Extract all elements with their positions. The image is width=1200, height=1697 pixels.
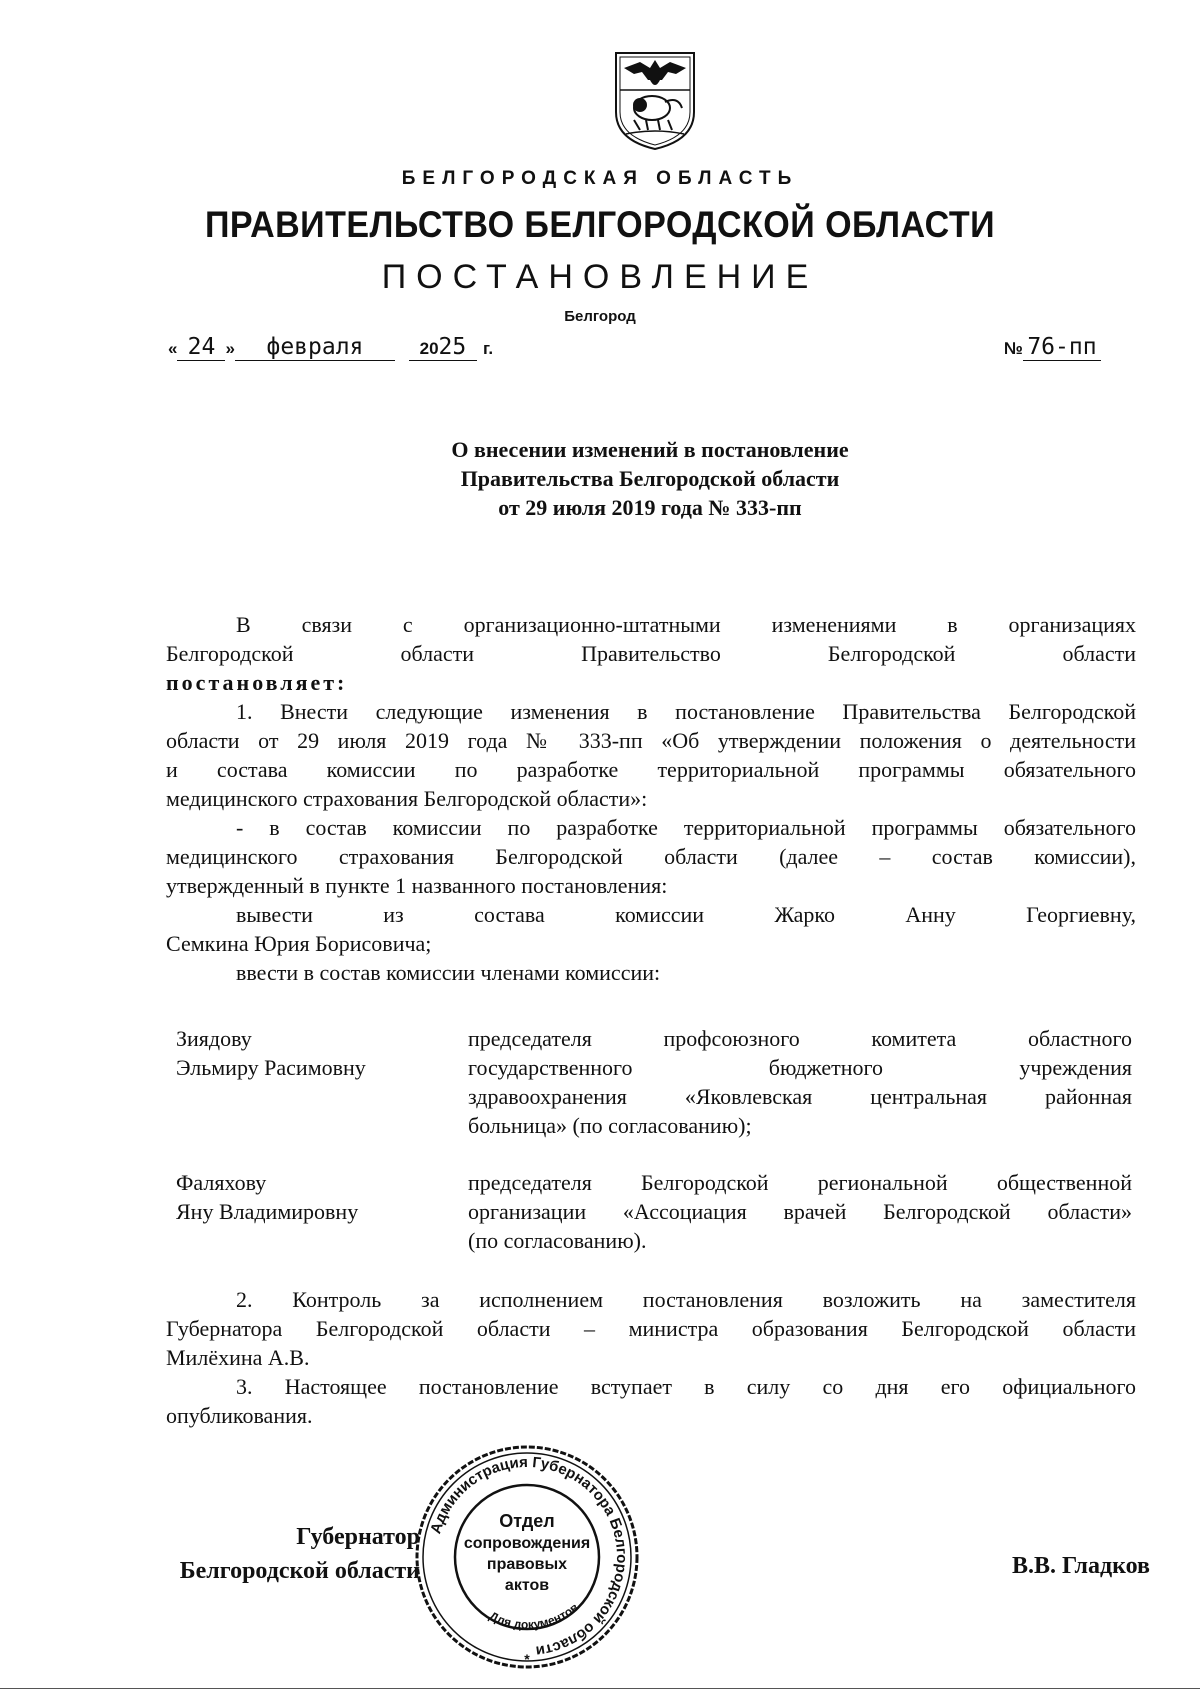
region-name: БЕЛГОРОДСКАЯ ОБЛАСТЬ (401, 168, 799, 189)
document-type: ПОСТАНОВЛЕНИЕ (381, 258, 819, 296)
number-label: № (1004, 339, 1023, 358)
member-name: Фаляхову Яну Владимировну (176, 1170, 359, 1224)
signatory-title: Губернатор Белгородской области (179, 1524, 420, 1584)
document-number (1004, 334, 1101, 361)
text-line: 3. Настоящее постановление вступает в силу со дня его официального (236, 1374, 1136, 1399)
member-position: председателя профсоюзного комитета областного государственного бюджетного учреждения здравоохранения «Яковлевская центральная районная больница» (по согласованию); (468, 1026, 1132, 1138)
text-line: утвержденный в пункте 1 названного постановления: (166, 873, 668, 898)
text-line: медицинского страхования Белгородской области»: (166, 786, 648, 811)
date-month: февраля (235, 334, 395, 361)
signatory-name: В.В. Гладков (1011, 1553, 1150, 1579)
item-2 (166, 1285, 1136, 1372)
stamp-bottom-text: Для документов (487, 1600, 582, 1632)
subject-line: от 29 июля 2019 года № 333-пп (498, 495, 802, 520)
text-line: 1. Внести следующие изменения в постановление Правительства Белгородской (236, 699, 1136, 724)
number-value: 76-пп (1023, 334, 1101, 361)
page-bottom-rule (0, 1688, 1200, 1689)
member-position: председателя Белгородской региональной общественной организации «Ассоциация врачей Белгородской области» (по согласованию). (468, 1170, 1132, 1253)
date-year-mark: г. (482, 339, 494, 358)
text-line: вывести из состава комиссии Жарко Анну Георгиевну, (236, 902, 1136, 927)
text-line: и состава комиссии по разработке территориальной программы обязательного (166, 757, 1136, 782)
text-line: области от 29 июля 2019 года № 333-пп «Об утверждении положения о деятельности (166, 728, 1136, 753)
text-line: Белгородской области Правительство Белгородской области (166, 641, 1136, 666)
text-line: опубликования. (166, 1403, 313, 1428)
subject-line: Правительства Белгородской области (460, 466, 840, 491)
text-line: Семкина Юрия Борисовича; (166, 931, 432, 956)
text-line: Губернатора Белгородской области – министра образования Белгородской области (166, 1316, 1136, 1341)
date-open-quote: « (168, 339, 178, 358)
date-day: 24 (177, 334, 225, 361)
date-year: 2025 (409, 334, 477, 361)
member-name: Зиядову Эльмиру Расимовну (176, 1026, 366, 1080)
stamp-inner-line: актов (504, 1577, 550, 1594)
svg-text:Для документов (487, 1600, 581, 1632)
city-name: Белгород (564, 308, 636, 325)
document-date (168, 334, 493, 361)
official-stamp (412, 1442, 642, 1672)
subject-line: О внесении изменений в постановление (451, 437, 849, 462)
document-subject (0, 435, 1200, 522)
text-line: ввести в состав комиссии членами комиссии: (236, 960, 661, 985)
text-line: - в состав комиссии по разработке территориальной программы обязательного (236, 815, 1136, 840)
item-3 (166, 1372, 1136, 1430)
addition-intro (166, 958, 1136, 987)
removal-clause (166, 900, 1136, 958)
stamp-outer-text: Администрация Губернатора Белгородской области (427, 1453, 631, 1660)
preamble (166, 610, 1136, 697)
stamp-inner-line: Отдел (499, 1511, 555, 1531)
stamp-inner-line: сопровождения (463, 1535, 591, 1552)
stamp-inner-line: правовых (486, 1556, 568, 1573)
government-title: ПРАВИТЕЛЬСТВО БЕЛГОРОДСКОЙ ОБЛАСТИ (204, 204, 996, 245)
text-line: Милёхина А.В. (166, 1345, 310, 1370)
item-1 (166, 697, 1136, 813)
coat-of-arms-emblem (610, 50, 700, 152)
item-1-subpoint (166, 813, 1136, 900)
resolves-word: постановляет: (166, 670, 348, 695)
date-close-quote: » (225, 339, 235, 358)
text-line: В связи с организационно-штатными изменениями в организациях (236, 612, 1136, 637)
text-line: 2. Контроль за исполнением постановления возложить на заместителя (236, 1287, 1136, 1312)
stamp-star: * (524, 1651, 530, 1667)
text-line: медицинского страхования Белгородской области (далее – состав комиссии), (166, 844, 1136, 869)
